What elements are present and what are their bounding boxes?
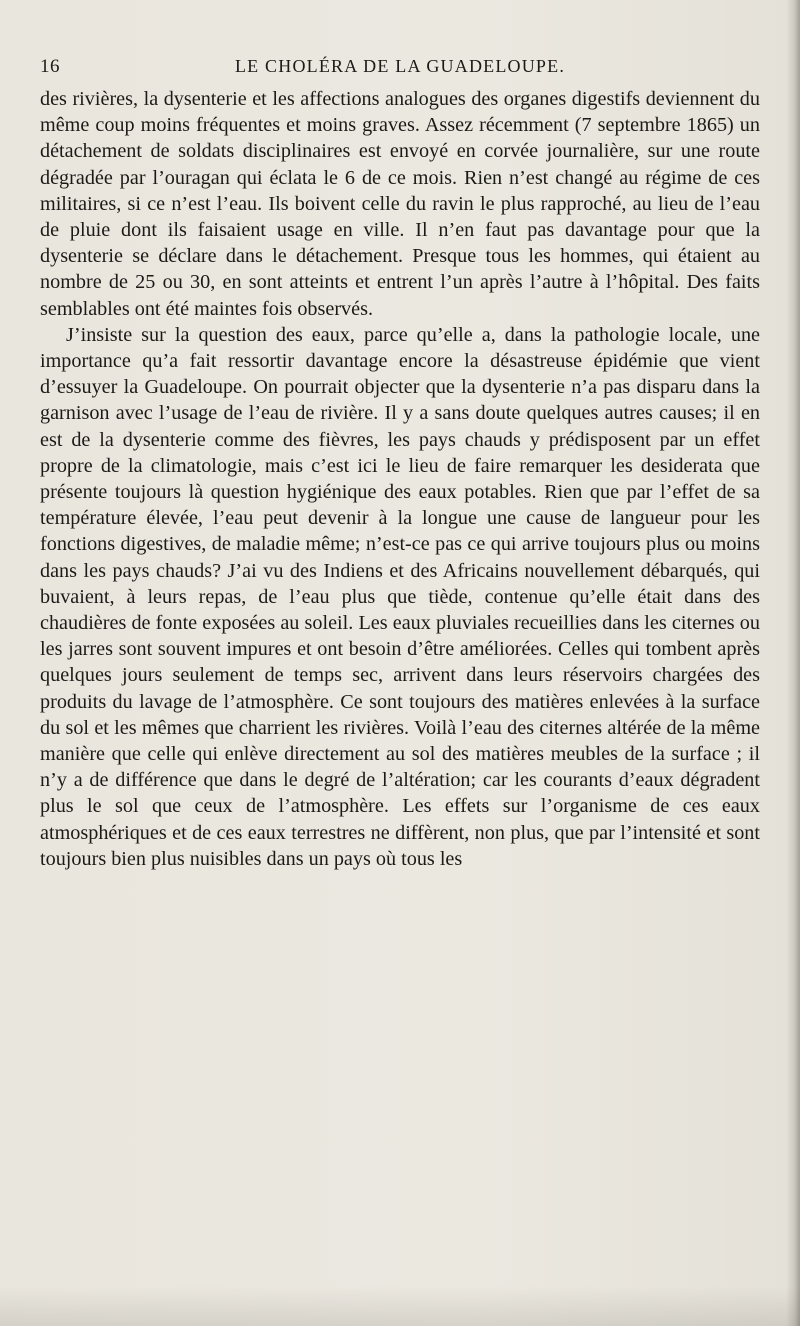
- page-edge-shadow: [786, 0, 800, 1326]
- page-bottom-shadow: [0, 1286, 800, 1326]
- body-text: [40, 86, 760, 872]
- paragraph-water-question: J’insiste sur la question des eaux, parce qu’elle a, dans la pathologie locale, une importance qu’a fait ressortir davantage encore la désastreuse épidémie que vient d’essuyer la Guadeloupe. On pourrait objecter que la dysenterie n’a pas disparu dans la garnison avec l’usage de l’eau de rivière. Il y a sans doute quelques autres causes; il en est de la dysenterie comme des fièvres, les pays chauds y prédisposent par un effet propre de la climatologie, mais c’est ici le lieu de faire remarquer les desiderata que présente toujours là question hygiénique des eaux potables. Rien que par l’effet de sa température élevée, l’eau peut devenir à la longue une cause de langueur pour les fonctions digestives, de maladie même; n’est-ce pas ce qui arrive toujours plus ou moins dans les pays chauds? J’ai vu des Indiens et des Africains nouvellement débarqués, qui buvaient, à leurs repas, de l’eau plus que tiède, contenue qu’elle était dans des chaudières de fonte exposées au soleil. Les eaux pluviales recueillies dans les citernes ou les jarres sont souvent impures et ont besoin d’être améliorées. Celles qui tombent après quelques jours seulement de temps sec, arrivent dans leurs réservoirs chargées des produits du lavage de l’atmosphère. Ce sont toujours des matières enlevées à la surface du sol et les mêmes que charrient les rivières. Voilà l’eau des citernes altérée de la même manière que celle qui enlève directement au sol des matières meubles de la surface ; il n’y a de différence que dans le degré de l’altération; car les courants d’eaux dégradent plus le sol que ceux de l’atmosphère. Les effets sur l’organisme de ces eaux atmosphériques et de ces eaux terrestres ne diffèrent, non plus, que par l’intensité et sont toujours bien plus nuisibles dans un pays où tous les: [40, 323, 760, 870]
- page-number: 16: [40, 56, 60, 77]
- page-header: [40, 56, 760, 86]
- paragraph-continued: des rivières, la dysenterie et les affections analogues des organes digestifs deviennent du même coup moins fréquentes et moins graves. Assez récemment (7 septembre 1865) un détachement de soldats disciplinaires est envoyé en corvée journalière, sur une route dégradée par l’ouragan qui éclata le 6 de ce mois. Rien n’est changé au régime de ces militaires, si ce n’est l’eau. Ils boivent celle du ravin le plus rapproché, au lieu de l’eau de pluie dont ils faisaient usage en ville. Il n’en faut pas davantage pour que la dysenterie se déclare dans le détachement. Presque tous les hommes, qui étaient au nombre de 25 ou 30, en sont atteints et entrent l’un après l’autre à l’hôpital. Des faits semblables ont été maintes fois observés.: [40, 88, 760, 320]
- running-title: LE CHOLÉRA DE LA GUADELOUPE.: [234, 56, 566, 76]
